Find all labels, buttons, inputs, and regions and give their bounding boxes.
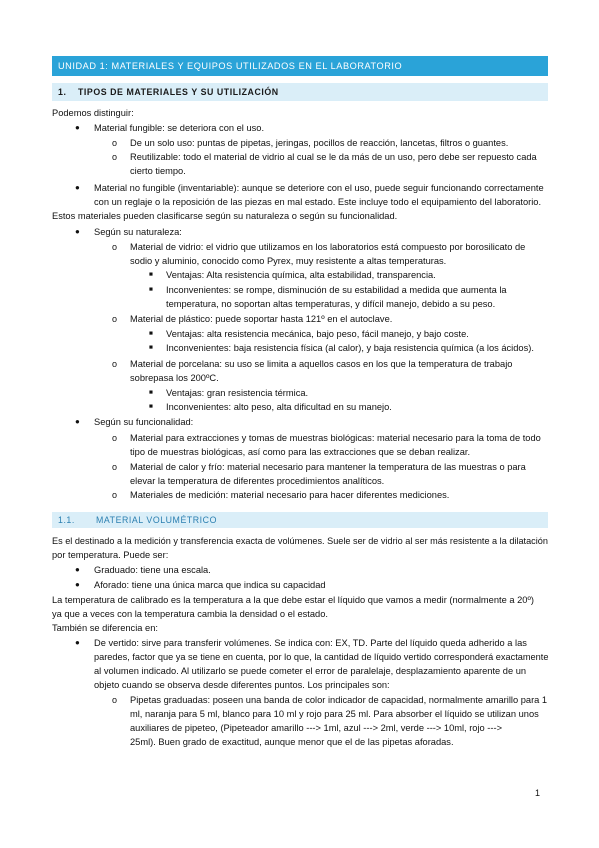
bullet-circle-icon: o — [112, 433, 118, 443]
list-item-continued: con un reglaje o la reposición de las piezas en mal estado. Este incluye todo el equipamiento del laboratorio. — [94, 197, 542, 207]
list-item: Material de vidrio: el vidrio que utilizamos en los laboratorios está compuesto por borosilicato de — [130, 242, 526, 252]
subsection-heading — [52, 512, 548, 528]
bullet-circle-icon: o — [112, 152, 118, 162]
page-number: 1 — [535, 788, 541, 798]
bullet-circle-icon: o — [112, 138, 118, 148]
paragraph-text: La temperatura de calibrado es la temperatura a la que debe estar el líquido que vamos a medir (normalmente a 20º) — [52, 595, 534, 605]
subsection-number: 1.1. — [58, 515, 75, 525]
intro-text: Podemos distinguir: — [52, 108, 134, 118]
bullet-circle-icon: o — [112, 490, 118, 500]
bullet-disc-icon: ● — [75, 565, 80, 574]
list-item: Ventajas: gran resistencia térmica. — [166, 388, 309, 398]
bullet-disc-icon: ● — [75, 123, 80, 132]
list-item: Aforado: tiene una única marca que indica su capacidad — [94, 580, 326, 590]
bullet-disc-icon: ● — [75, 183, 80, 192]
list-item-continued: auxiliares de pipeteo, (Pipeteador amarillo ---> 1ml, azul ---> 2ml, verde ---> 10ml, rojo ---> — [130, 723, 503, 733]
list-item: Material para extracciones y tomas de muestras biológicas: material necesario para la toma de todo — [130, 433, 541, 443]
paragraph-text: También se diferencia en: — [52, 623, 158, 633]
bullet-disc-icon: ● — [75, 417, 80, 426]
subsection-title: MATERIAL VOLUMÉTRICO — [96, 515, 217, 525]
bullet-square-icon: ■ — [149, 271, 153, 278]
bullet-circle-icon: o — [112, 314, 118, 324]
list-item: Ventajas: Alta resistencia química, alta estabilidad, transparencia. — [166, 270, 436, 280]
list-item: Material de porcelana: su uso se limita a aquellos casos en los que la temperatura de trabajo — [130, 359, 513, 369]
list-item-continued: 25ml). Buen grado de exactitud, aunque menor que el de las pipetas aforadas. — [130, 737, 454, 747]
list-item-continued: temperatura, no soportan altas temperaturas, y difícil manejo, debido a su peso. — [166, 299, 496, 309]
bullet-disc-icon: ● — [75, 638, 80, 647]
bullet-square-icon: ■ — [149, 403, 153, 410]
bullet-disc-icon: ● — [75, 227, 80, 236]
unit-title-banner: UNIDAD 1: MATERIALES Y EQUIPOS UTILIZADOS EN EL LABORATORIO — [52, 56, 548, 76]
list-item-continued: elevar la temperatura de diferentes procedimientos analíticos. — [130, 476, 385, 486]
list-item-continued: paredes, factor que ya se tiene en cuenta, por lo que, la cantidad de líquido vertido corresponderá exactamente — [94, 652, 549, 662]
list-item: Ventajas: alta resistencia mecánica, bajo peso, fácil manejo, y bajo coste. — [166, 329, 469, 339]
section-title: TIPOS DE MATERIALES Y SU UTILIZACIÓN — [78, 87, 279, 97]
list-item: Pipetas graduadas: poseen una banda de color indicador de capacidad, normalmente amarillo para 1 — [130, 695, 548, 705]
list-item: De vertido: sirve para transferir volúmenes. Se indica con: EX, TD. Parte del líquido queda adherido a las — [94, 638, 527, 648]
bullet-circle-icon: o — [112, 359, 118, 369]
section-heading — [52, 83, 548, 101]
list-item-continued: al volumen indicado. Al utilizarlo se puede cometer el error de paralelaje, desplazamiento aparente de un — [94, 666, 527, 676]
list-item-continued: sodio y aluminio, conocido como Pyrex, muy resistente a altas temperaturas. — [130, 256, 447, 266]
paragraph-text: ya que a veces con la temperatura cambia la densidad o el estado. — [52, 609, 328, 619]
paragraph-text: Es el destinado a la medición y transferencia exacta de volúmenes. Suele ser de vidrio al ser más resistente a la dilatación — [52, 536, 548, 546]
paragraph-text: por temperatura. Puede ser: — [52, 550, 169, 560]
list-item: Material no fungible (inventariable): aunque se deteriore con el uso, puede seguir funcionando correctamente — [94, 183, 544, 193]
list-item-continued: tipo de muestras biológicas, así como para las extracciones que se deban realizar. — [130, 447, 471, 457]
list-item: Inconvenientes: alto peso, alta dificultad en su manejo. — [166, 402, 392, 412]
bullet-square-icon: ■ — [149, 330, 153, 337]
bullet-circle-icon: o — [112, 242, 118, 252]
bullet-square-icon: ■ — [149, 286, 153, 293]
list-item-continued: cierto tiempo. — [130, 166, 186, 176]
list-item: Material de calor y frío: material necesario para mantener la temperatura de las muestras o para — [130, 462, 526, 472]
bullet-disc-icon: ● — [75, 580, 80, 589]
bullet-circle-icon: o — [112, 462, 118, 472]
list-item: Inconvenientes: se rompe, disminución de su estabilidad a medida que aumenta la — [166, 285, 507, 295]
list-item: Material fungible: se deteriora con el uso. — [94, 123, 265, 133]
list-item: De un solo uso: puntas de pipetas, jeringas, pocillos de reacción, lancetas, filtros o guantes. — [130, 138, 509, 148]
list-item-continued: ml, naranja para 5 ml, blanco para 10 ml y rojo para 25 ml. Para absorber el líquido se utilizan unos — [130, 709, 539, 719]
list-item-continued: objeto cuando se observa desde diferentes puntos. Los principales son: — [94, 680, 390, 690]
paragraph-text: Estos materiales pueden clasificarse según su naturaleza o según su funcionalidad. — [52, 211, 398, 221]
list-item-continued: sobrepasa los 200ºC. — [130, 373, 219, 383]
list-item: Materiales de medición: material necesario para hacer diferentes mediciones. — [130, 490, 450, 500]
bullet-square-icon: ■ — [149, 344, 153, 351]
bullet-circle-icon: o — [112, 695, 118, 705]
list-item: Graduado: tiene una escala. — [94, 565, 211, 575]
list-item: Según su naturaleza: — [94, 227, 182, 237]
bullet-square-icon: ■ — [149, 389, 153, 396]
list-item: Según su funcionalidad: — [94, 417, 194, 427]
list-item: Inconvenientes: baja resistencia física (al calor), y baja resistencia química (a los ácidos). — [166, 343, 534, 353]
section-number: 1. — [58, 87, 67, 97]
list-item: Material de plástico: puede soportar hasta 121º en el autoclave. — [130, 314, 393, 324]
list-item: Reutilizable: todo el material de vidrio al cual se le da más de un uso, pero debe ser repuesto cada — [130, 152, 537, 162]
